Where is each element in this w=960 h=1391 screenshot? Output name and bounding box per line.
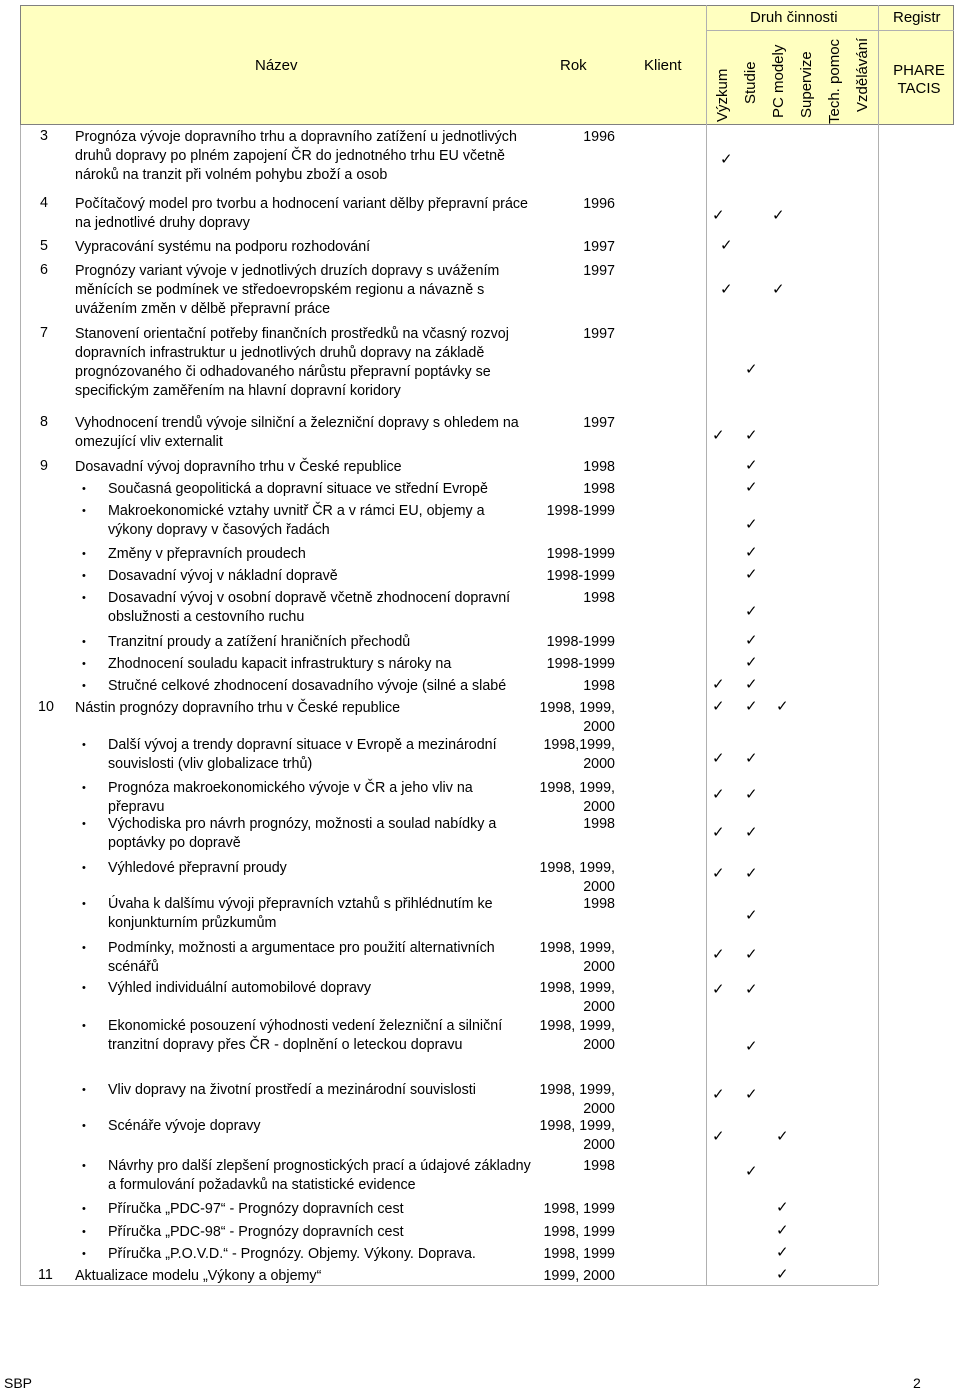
check-icon: ✓ bbox=[745, 865, 758, 882]
check-icon: ✓ bbox=[712, 824, 725, 841]
header-rok: Rok bbox=[560, 57, 587, 74]
check-icon: ✓ bbox=[745, 1163, 758, 1180]
row-text: Návrhy pro další zlepšení prognostických prací a údajové základny a formulování požadavků na statistické evidence bbox=[108, 1158, 531, 1193]
check-icon: ✓ bbox=[776, 1266, 789, 1283]
row-year: 1998, 1999, 2000 bbox=[539, 1018, 615, 1053]
check-icon: ✓ bbox=[712, 1086, 725, 1103]
check-icon: ✓ bbox=[745, 786, 758, 803]
row-text: Východiska pro návrh prognózy, možnosti a soulad nabídky a poptávky po dopravě bbox=[108, 816, 497, 851]
check-icon: ✓ bbox=[776, 1222, 789, 1239]
row-text: Výhledové přepravní proudy bbox=[108, 860, 287, 876]
check-icon: ✓ bbox=[745, 1086, 758, 1103]
bullet-icon: • bbox=[82, 592, 86, 604]
check-icon: ✓ bbox=[776, 698, 789, 715]
row-text: Aktualizace modelu „Výkony a objemy“ bbox=[75, 1268, 322, 1284]
row-text: Podmínky, možnosti a argumentace pro použití alternativních scénářů bbox=[108, 940, 495, 975]
row-text: Vliv dopravy na životní prostředí a mezinárodní souvislosti bbox=[108, 1082, 476, 1098]
row-year: 1998-1999 bbox=[546, 634, 615, 650]
row-year: 1998, 1999, 2000 bbox=[539, 1118, 615, 1153]
bullet-icon: • bbox=[82, 739, 86, 751]
row-text: Vypracování systému na podporu rozhodování bbox=[75, 239, 371, 255]
row-text: Ekonomické posouzení výhodnosti vedení železniční a silniční tranzitní dopravy přes ČR - doplnění o leteckou dopravu bbox=[108, 1018, 503, 1053]
bullet-icon: • bbox=[82, 505, 86, 517]
row-year: 1997 bbox=[583, 263, 615, 279]
check-icon: ✓ bbox=[712, 207, 725, 224]
bullet-icon: • bbox=[82, 1160, 86, 1172]
check-icon: ✓ bbox=[745, 981, 758, 998]
row-year: 1997 bbox=[583, 326, 615, 342]
check-icon: ✓ bbox=[712, 786, 725, 803]
bullet-icon: • bbox=[82, 1226, 86, 1238]
bullet-icon: • bbox=[82, 548, 86, 560]
row-number: 11 bbox=[38, 1267, 53, 1283]
row-text: Prognóza vývoje dopravního trhu a dopravního zatížení u jednotlivých druhů dopravy po plném zapojení ČR do jednotného trhu EU včetně nároků na tranzit při volném pohybu zboží a osob bbox=[75, 129, 517, 183]
row-text: Dosavadní vývoj v osobní dopravě včetně zhodnocení dopravní obslužnosti a cestovního ruchu bbox=[108, 590, 511, 625]
row-text: Další vývoj a trendy dopravní situace v Evropě a mezinárodní souvislosti (vliv globalizace trhů) bbox=[108, 737, 497, 772]
check-icon: ✓ bbox=[712, 946, 725, 963]
bullet-icon: • bbox=[82, 1248, 86, 1260]
check-icon: ✓ bbox=[712, 865, 725, 882]
row-year: 1998, 1999 bbox=[543, 1201, 615, 1217]
row-text: Zhodnocení souladu kapacit infrastruktury s nároky na bbox=[108, 656, 452, 672]
bullet-icon: • bbox=[82, 483, 86, 495]
row-year: 1998, 1999, 2000 bbox=[539, 940, 615, 975]
header-nazev: Název bbox=[255, 57, 298, 74]
check-icon: ✓ bbox=[712, 750, 725, 767]
check-icon: ✓ bbox=[712, 1128, 725, 1145]
footer-page-number: 2 bbox=[913, 1375, 921, 1391]
bullet-icon: • bbox=[82, 658, 86, 670]
check-icon: ✓ bbox=[745, 361, 758, 378]
bullet-icon: • bbox=[82, 982, 86, 994]
bullet-icon: • bbox=[82, 680, 86, 692]
check-icon: ✓ bbox=[745, 824, 758, 841]
check-icon: ✓ bbox=[772, 281, 785, 298]
check-icon: ✓ bbox=[712, 981, 725, 998]
check-icon: ✓ bbox=[745, 654, 758, 671]
check-icon: ✓ bbox=[712, 676, 725, 693]
row-text: Tranzitní proudy a zatížení hraničních přechodů bbox=[108, 634, 411, 650]
row-text: Příručka „P.O.V.D.“ - Prognózy. Objemy. Výkony. Doprava. bbox=[108, 1246, 476, 1262]
row-text: Vyhodnocení trendů vývoje silniční a železniční dopravy s ohledem na omezující vliv externalit bbox=[75, 415, 519, 450]
check-icon: ✓ bbox=[776, 1244, 789, 1261]
divider bbox=[706, 5, 707, 1285]
row-text: Stručné celkové zhodnocení dosavadního vývoje (silné a slabé bbox=[108, 678, 507, 694]
row-year: 1998,1999, 2000 bbox=[543, 737, 615, 772]
row-year: 1998 bbox=[583, 678, 615, 694]
footer-left: SBP bbox=[4, 1375, 33, 1391]
header-registr: Registr bbox=[893, 9, 941, 26]
header-col-supervize: Supervize bbox=[798, 51, 815, 118]
check-icon: ✓ bbox=[745, 750, 758, 767]
row-text: Nástin prognózy dopravního trhu v České republice bbox=[75, 700, 401, 716]
check-icon: ✓ bbox=[745, 427, 758, 444]
row-year: 1998 bbox=[583, 481, 615, 497]
check-icon: ✓ bbox=[745, 632, 758, 649]
row-year: 1997 bbox=[583, 415, 615, 431]
row-text: Úvaha k dalšímu vývoji přepravních vztahů s přihlédnutím ke konjunkturním průzkumům bbox=[108, 896, 493, 931]
row-text: Změny v přepravních proudech bbox=[108, 546, 306, 562]
row-text: Příručka „PDC-98“ - Prognózy dopravních cest bbox=[108, 1224, 404, 1240]
row-year: 1998, 1999 bbox=[543, 1224, 615, 1240]
check-icon: ✓ bbox=[745, 544, 758, 561]
row-year: 1998, 1999, 2000 bbox=[539, 1082, 615, 1117]
check-icon: ✓ bbox=[776, 1199, 789, 1216]
row-year: 1998-1999 bbox=[546, 503, 615, 519]
check-icon: ✓ bbox=[745, 676, 758, 693]
row-text: Počítačový model pro tvorbu a hodnocení variant dělby přepravní práce na jednotlivé druhy dopravy bbox=[75, 196, 528, 231]
divider bbox=[878, 5, 879, 1285]
check-icon: ✓ bbox=[712, 698, 725, 715]
row-year: 1998, 1999, 2000 bbox=[539, 980, 615, 1015]
check-icon: ✓ bbox=[745, 479, 758, 496]
header-klient: Klient bbox=[644, 57, 682, 74]
row-year: 1998 bbox=[583, 816, 615, 832]
row-year: 1999, 2000 bbox=[543, 1268, 615, 1284]
bullet-icon: • bbox=[82, 1120, 86, 1132]
check-icon: ✓ bbox=[720, 237, 733, 254]
row-year: 1998, 1999, 2000 bbox=[539, 700, 615, 735]
divider bbox=[20, 125, 21, 1285]
header-col-vyzkum: Výzkum bbox=[714, 68, 731, 122]
bullet-icon: • bbox=[82, 636, 86, 648]
row-text: Prognóza makroekonomického vývoje v ČR a jeho vliv na přepravu bbox=[108, 780, 473, 815]
check-icon: ✓ bbox=[720, 151, 733, 168]
check-icon: ✓ bbox=[745, 457, 758, 474]
bullet-icon: • bbox=[82, 942, 86, 954]
row-text: Současná geopolitická a dopravní situace ve střední Evropě bbox=[108, 481, 488, 497]
check-icon: ✓ bbox=[772, 207, 785, 224]
bullet-icon: • bbox=[82, 782, 86, 794]
row-number: 7 bbox=[40, 325, 48, 341]
row-year: 1998 bbox=[583, 896, 615, 912]
row-number: 9 bbox=[40, 458, 48, 474]
header-col-studie: Studie bbox=[742, 61, 759, 104]
row-year: 1998 bbox=[583, 1158, 615, 1174]
row-year: 1998-1999 bbox=[546, 546, 615, 562]
bullet-icon: • bbox=[82, 862, 86, 874]
row-year: 1998 bbox=[583, 590, 615, 606]
row-text: Scénáře vývoje dopravy bbox=[108, 1118, 261, 1134]
row-text: Dosavadní vývoj v nákladní dopravě bbox=[108, 568, 338, 584]
row-number: 10 bbox=[38, 699, 54, 715]
header-druh: Druh činnosti bbox=[750, 9, 838, 26]
header-phare: PHARE TACIS bbox=[893, 62, 945, 97]
row-year: 1998, 1999, 2000 bbox=[539, 780, 615, 815]
row-year: 1997 bbox=[583, 239, 615, 255]
check-icon: ✓ bbox=[745, 946, 758, 963]
row-text: Příručka „PDC-97“ - Prognózy dopravních cest bbox=[108, 1201, 404, 1217]
row-year: 1998, 1999 bbox=[543, 1246, 615, 1262]
bullet-icon: • bbox=[82, 1203, 86, 1215]
check-icon: ✓ bbox=[745, 566, 758, 583]
row-year: 1998-1999 bbox=[546, 568, 615, 584]
divider bbox=[706, 30, 954, 31]
row-year: 1998 bbox=[583, 459, 615, 475]
row-text: Dosavadní vývoj dopravního trhu v České republice bbox=[75, 459, 402, 475]
row-text: Výhled individuální automobilové dopravy bbox=[108, 980, 372, 996]
check-icon: ✓ bbox=[745, 907, 758, 924]
row-number: 3 bbox=[40, 128, 48, 144]
row-text: Makroekonomické vztahy uvnitř ČR a v rámci EU, objemy a výkony dopravy v časových řadách bbox=[108, 503, 485, 538]
row-year: 1998-1999 bbox=[546, 656, 615, 672]
check-icon: ✓ bbox=[745, 1038, 758, 1055]
row-text: Prognózy variant vývoje v jednotlivých druzích dopravy s uvážením měnících se podmínek ve středoevropském regionu a návazně s uvážením změn v dělbě přepravní práce bbox=[75, 263, 500, 317]
header-col-pc-modely: PC modely bbox=[770, 44, 787, 118]
header-col-tech-pomoc: Tech. pomoc bbox=[826, 38, 843, 124]
check-icon: ✓ bbox=[720, 281, 733, 298]
row-number: 4 bbox=[40, 195, 48, 211]
row-year: 1996 bbox=[583, 196, 615, 212]
row-year: 1998, 1999, 2000 bbox=[539, 860, 615, 895]
check-icon: ✓ bbox=[745, 698, 758, 715]
check-icon: ✓ bbox=[745, 603, 758, 620]
row-number: 6 bbox=[40, 262, 48, 278]
bullet-icon: • bbox=[82, 898, 86, 910]
bullet-icon: • bbox=[82, 818, 86, 830]
row-text: Stanovení orientační potřeby finančních prostředků na včasný rozvoj dopravních infrastruktur u jednotlivých druhů dopravy na základě prognózovaného či odhadovaného nárůstu přepravní poptávky se specifickým zaměřením na hlavní dopravní koridory bbox=[75, 326, 509, 399]
check-icon: ✓ bbox=[712, 427, 725, 444]
bullet-icon: • bbox=[82, 1084, 86, 1096]
row-year: 1996 bbox=[583, 129, 615, 145]
bullet-icon: • bbox=[82, 570, 86, 582]
check-icon: ✓ bbox=[745, 516, 758, 533]
header-col-vzdelavani: Vzdělávání bbox=[854, 37, 871, 112]
row-number: 5 bbox=[40, 238, 48, 254]
bullet-icon: • bbox=[82, 1020, 86, 1032]
row-number: 8 bbox=[40, 414, 48, 430]
check-icon: ✓ bbox=[776, 1128, 789, 1145]
